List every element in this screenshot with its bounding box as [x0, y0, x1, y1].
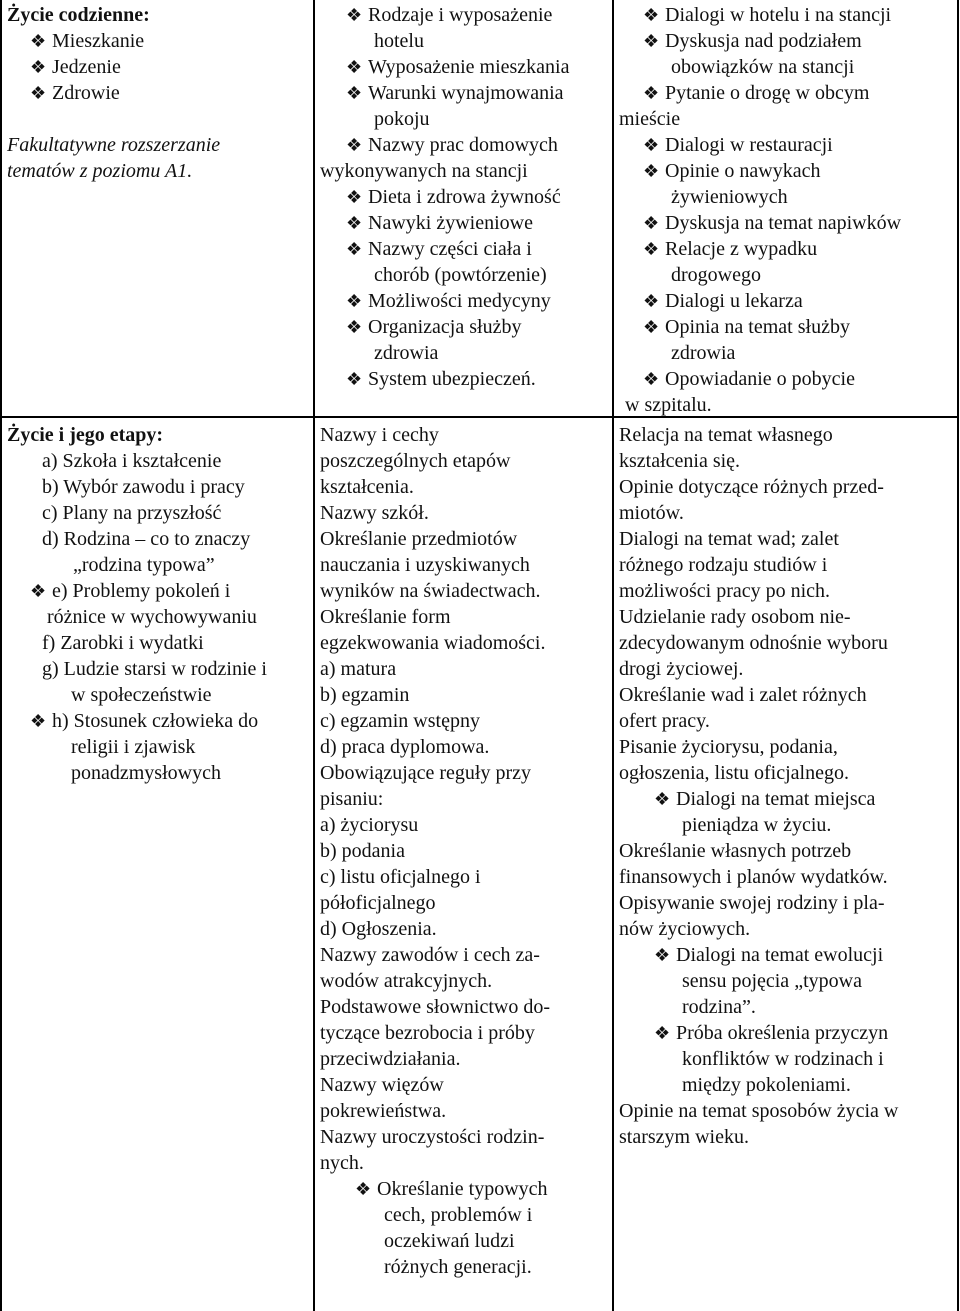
diamond-bullet-icon: ❖: [643, 83, 660, 103]
list-item: pieniądza w życiu.: [682, 814, 832, 836]
list-item: konfliktów w rodzinach i: [682, 1048, 884, 1070]
text-line: możliwości pracy po nich.: [619, 580, 831, 602]
diamond-bullet-icon: ❖: [643, 135, 660, 155]
list-item: ❖ Dialogi na temat miejsca: [654, 788, 876, 810]
column-2: [315, 0, 612, 1311]
list-item: ❖ Określanie typowych: [355, 1178, 548, 1200]
text-line: półoficjalnego: [320, 892, 436, 914]
list-item: w społeczeństwie: [71, 684, 212, 706]
diamond-bullet-icon: ❖: [346, 213, 363, 233]
list-item: ❖ Wyposażenie mieszkania: [346, 56, 570, 78]
text-line: Udzielanie rady osobom nie-: [619, 606, 851, 628]
diamond-bullet-icon: ❖: [643, 317, 660, 337]
list-item: ❖ Dyskusja nad podziałem: [643, 30, 862, 52]
text-line: egzekwowania wiadomości.: [320, 632, 546, 654]
list-item: żywieniowych: [671, 186, 788, 208]
text-line: wodów atrakcyjnych.: [320, 970, 493, 992]
text-line: b) egzamin: [320, 684, 410, 706]
list-item: pokoju: [374, 108, 430, 130]
list-item: między pokoleniami.: [682, 1074, 851, 1096]
diamond-bullet-icon: ❖: [643, 161, 660, 181]
list-item: wykonywanych na stancji: [320, 160, 528, 182]
list-item: w szpitalu.: [625, 394, 712, 416]
text-line: c) listu oficjalnego i: [320, 866, 481, 888]
table-border-right: [957, 0, 959, 1311]
list-item: różnych generacji.: [384, 1256, 532, 1278]
text-line: Opisywanie swojej rodziny i pla-: [619, 892, 885, 914]
text-line: Określanie przedmiotów: [320, 528, 518, 550]
diamond-bullet-icon: ❖: [30, 31, 47, 51]
text-line: b) podania: [320, 840, 405, 862]
text-line: przeciwdziałania.: [320, 1048, 461, 1070]
text-line: Nazwy więzów: [320, 1074, 444, 1096]
diamond-bullet-icon: ❖: [654, 1023, 671, 1043]
list-item: hotelu: [374, 30, 424, 52]
text-line: Określanie form: [320, 606, 451, 628]
text-line: poszczególnych etapów: [320, 450, 511, 472]
text-line: finansowych i planów wydatków.: [619, 866, 888, 888]
list-item: ❖ Próba określenia przyczyn: [654, 1022, 889, 1044]
list-item: c) Plany na przyszłość: [42, 502, 222, 524]
diamond-bullet-icon: ❖: [355, 1179, 372, 1199]
list-item: ❖ Nawyki żywieniowe: [346, 212, 533, 234]
text-line: d) praca dyplomowa.: [320, 736, 490, 758]
text-line: c) egzamin wstępny: [320, 710, 480, 732]
diamond-bullet-icon: ❖: [643, 213, 660, 233]
diamond-bullet-icon: ❖: [643, 291, 660, 311]
note-line: tematów z poziomu A1.: [7, 160, 193, 182]
list-item: ❖ Relacje z wypadku: [643, 238, 818, 260]
diamond-bullet-icon: ❖: [30, 711, 47, 731]
text-line: drogi życiowej.: [619, 658, 744, 680]
text-line: Relacja na temat własnego: [619, 424, 833, 446]
diamond-bullet-icon: ❖: [346, 239, 363, 259]
list-item: „rodzina typowa”: [73, 554, 215, 576]
diamond-bullet-icon: ❖: [643, 31, 660, 51]
column-3: [614, 0, 957, 1311]
text-line: zdecydowanym odnośnie wyboru: [619, 632, 888, 654]
list-item: ❖ Opinia na temat służby: [643, 316, 850, 338]
diamond-bullet-icon: ❖: [346, 57, 363, 77]
diamond-bullet-icon: ❖: [346, 83, 363, 103]
list-item: mieście: [619, 108, 681, 130]
text-line: Podstawowe słownictwo do-: [320, 996, 550, 1018]
list-item: ❖ Opinie o nawykach: [643, 160, 821, 182]
list-item: ❖ Warunki wynajmowania: [346, 82, 564, 104]
diamond-bullet-icon: ❖: [30, 83, 47, 103]
diamond-bullet-icon: ❖: [346, 187, 363, 207]
diamond-bullet-icon: ❖: [30, 581, 47, 601]
text-line: Opinie na temat sposobów życia w: [619, 1100, 899, 1122]
text-line: wyników na świadectwach.: [320, 580, 541, 602]
list-item: d) Rodzina – co to znaczy: [42, 528, 251, 550]
list-item: ❖ Mieszkanie: [30, 30, 145, 52]
section-title-life-stages: Życie i jego etapy:: [7, 424, 164, 446]
list-item: religii i zjawisk: [71, 736, 196, 758]
list-item: oczekiwań ludzi: [384, 1230, 515, 1252]
text-line: d) Ogłoszenia.: [320, 918, 437, 940]
list-item: ❖ Dialogi w restauracji: [643, 134, 833, 156]
text-line: Dialogi na temat wad; zalet: [619, 528, 839, 550]
list-item: ❖ Dialogi u lekarza: [643, 290, 803, 312]
text-line: nauczania i uzyskiwanych: [320, 554, 530, 576]
diamond-bullet-icon: ❖: [30, 57, 47, 77]
list-item: ❖ System ubezpieczeń.: [346, 368, 536, 390]
diamond-bullet-icon: ❖: [654, 945, 671, 965]
list-item: ❖ Zdrowie: [30, 82, 120, 104]
list-item: zdrowia: [671, 342, 736, 364]
text-line: Nazwy uroczystości rodzin-: [320, 1126, 545, 1148]
text-line: Opinie dotyczące różnych przed-: [619, 476, 884, 498]
text-line: Nazwy i cechy: [320, 424, 439, 446]
text-line: tyczące bezrobocia i próby: [320, 1022, 535, 1044]
text-line: Nazwy szkół.: [320, 502, 429, 524]
text-line: kształcenia.: [320, 476, 414, 498]
list-item: ponadzmysłowych: [71, 762, 221, 784]
diamond-bullet-icon: ❖: [346, 369, 363, 389]
text-line: a) matura: [320, 658, 397, 680]
text-line: Obowiązujące reguły przy: [320, 762, 532, 784]
list-item: ❖ Opowiadanie o pobycie: [643, 368, 855, 390]
text-line: starszym wieku.: [619, 1126, 749, 1148]
text-line: ogłoszenia, listu oficjalnego.: [619, 762, 849, 784]
diamond-bullet-icon: ❖: [346, 135, 363, 155]
note-line: Fakultatywne rozszerzanie: [7, 134, 221, 156]
diamond-bullet-icon: ❖: [346, 291, 363, 311]
list-item: ❖ Nazwy części ciała i: [346, 238, 532, 260]
list-item: b) Wybór zawodu i pracy: [42, 476, 245, 498]
list-item: ❖ Rodzaje i wyposażenie: [346, 4, 553, 26]
diamond-bullet-icon: ❖: [643, 369, 660, 389]
list-item: ❖ Możliwości medycyny: [346, 290, 551, 312]
list-item: ❖ Dieta i zdrowa żywność: [346, 186, 561, 208]
list-item: drogowego: [671, 264, 761, 286]
list-item: g) Ludzie starsi w rodzinie i: [42, 658, 267, 680]
text-line: ofert pracy.: [619, 710, 710, 732]
text-line: nych.: [320, 1152, 364, 1174]
diamond-bullet-icon: ❖: [346, 317, 363, 337]
list-item: cech, problemów i: [384, 1204, 533, 1226]
list-item: f) Zarobki i wydatki: [42, 632, 204, 654]
diamond-bullet-icon: ❖: [654, 789, 671, 809]
list-item: ❖ h) Stosunek człowieka do: [30, 710, 259, 732]
diamond-bullet-icon: ❖: [346, 5, 363, 25]
list-item: ❖ Nazwy prac domowych: [346, 134, 558, 156]
list-item: a) Szkoła i kształcenie: [42, 450, 222, 472]
text-line: różnego rodzaju studiów i: [619, 554, 828, 576]
list-item: zdrowia: [374, 342, 439, 364]
text-line: nów życiowych.: [619, 918, 751, 940]
list-item: chorób (powtórzenie): [374, 264, 547, 286]
column-1: [0, 0, 313, 1311]
text-line: pokrewieństwa.: [320, 1100, 447, 1122]
list-item: obowiązków na stancji: [671, 56, 855, 78]
text-line: miotów.: [619, 502, 684, 524]
list-item: ❖ e) Problemy pokoleń i: [30, 580, 231, 602]
list-item: ❖ Jedzenie: [30, 56, 121, 78]
list-item: ❖ Dialogi na temat ewolucji: [654, 944, 884, 966]
list-item: rodzina”.: [682, 996, 756, 1018]
text-line: pisaniu:: [320, 788, 384, 810]
text-line: a) życiorysu: [320, 814, 419, 836]
text-line: Nazwy zawodów i cech za-: [320, 944, 540, 966]
list-item: ❖ Pytanie o drogę w obcym: [643, 82, 870, 104]
text-line: Określanie własnych potrzeb: [619, 840, 852, 862]
list-item: sensu pojęcia „typowa: [682, 970, 862, 992]
section-title-daily-life: Życie codzienne:: [7, 4, 150, 26]
list-item: ❖ Organizacja służby: [346, 316, 522, 338]
text-line: kształcenia się.: [619, 450, 741, 472]
text-line: Określanie wad i zalet różnych: [619, 684, 867, 706]
list-item: ❖ Dyskusja na temat napiwków: [643, 212, 902, 234]
text-line: Pisanie życiorysu, podania,: [619, 736, 838, 758]
diamond-bullet-icon: ❖: [643, 5, 660, 25]
list-item: różnice w wychowywaniu: [47, 606, 257, 628]
list-item: ❖ Dialogi w hotelu i na stancji: [643, 4, 892, 26]
diamond-bullet-icon: ❖: [643, 239, 660, 259]
